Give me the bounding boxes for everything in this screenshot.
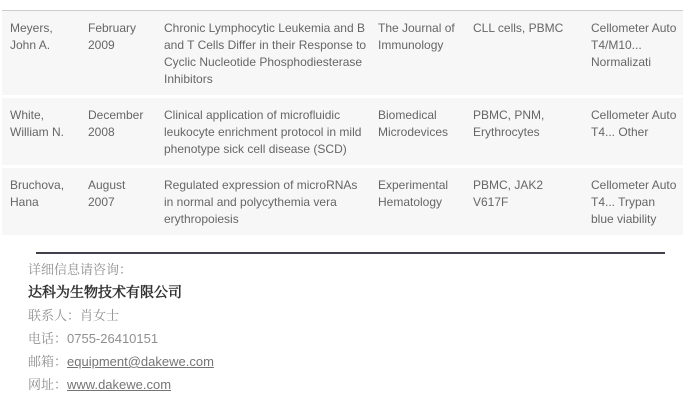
title-cell: Clinical application of microfluidic leukocyte enrichment protocol in mild phenotype sick cell disease (SCD) [164,108,362,156]
company-name: 达科为生物技术有限公司 [28,284,182,300]
date-cell: August 2007 [88,178,126,209]
table-row [2,11,683,95]
website-label: 网址： [28,377,68,392]
cell-types-cell: PBMC, PNM, Erythrocytes [473,108,545,139]
instrument-cell: Cellometer Auto T4... Trypan blue viability [591,178,677,226]
date-cell: February 2009 [88,21,137,52]
phone-label: 电话： [28,331,68,346]
contact-block [28,263,214,401]
contact-person-value: 肖女士 [80,308,120,323]
email-label: 邮箱： [28,354,68,369]
journal-cell: Experimental Hematology [378,178,449,209]
table-row [2,168,683,235]
table-row [2,98,683,165]
phone-line [28,332,214,345]
contact-intro: 详细信息请咨询： [28,262,133,277]
journal-cell: Biomedical Microdevices [378,108,449,139]
author-cell: White, William N. [10,108,64,139]
author-cell: Meyers, John A. [10,21,53,52]
date-cell: December 2008 [88,108,144,139]
phone-value: 0755-26410151 [67,331,159,346]
email-link[interactable]: equipment@dakewe.com [67,354,214,369]
instrument-cell: Cellometer Auto T4... Other [591,108,677,139]
section-divider [36,252,665,254]
title-cell: Chronic Lymphocytic Leukemia and B and T Cells Differ in their Response to Cyclic Nucleotide Phosphodiesterase Inhibitors [164,21,367,86]
instrument-cell: Cellometer Auto T4/M10... Normalizati [591,21,677,69]
website-link[interactable]: www.dakewe.com [67,377,172,392]
website-line [28,378,214,391]
email-line [28,355,214,368]
title-cell: Regulated expression of microRNAs in normal and polycythemia vera erythropoiesis [164,178,358,226]
contact-person-label: 联系人： [28,308,81,323]
journal-cell: The Journal of Immunology [378,21,455,52]
publications-table [2,10,683,238]
cell-types-cell: PBMC, JAK2 V617F [473,178,544,209]
author-cell: Bruchova, Hana [10,178,65,209]
contact-person-line [28,309,214,322]
cell-types-cell: CLL cells, PBMC [473,21,564,35]
